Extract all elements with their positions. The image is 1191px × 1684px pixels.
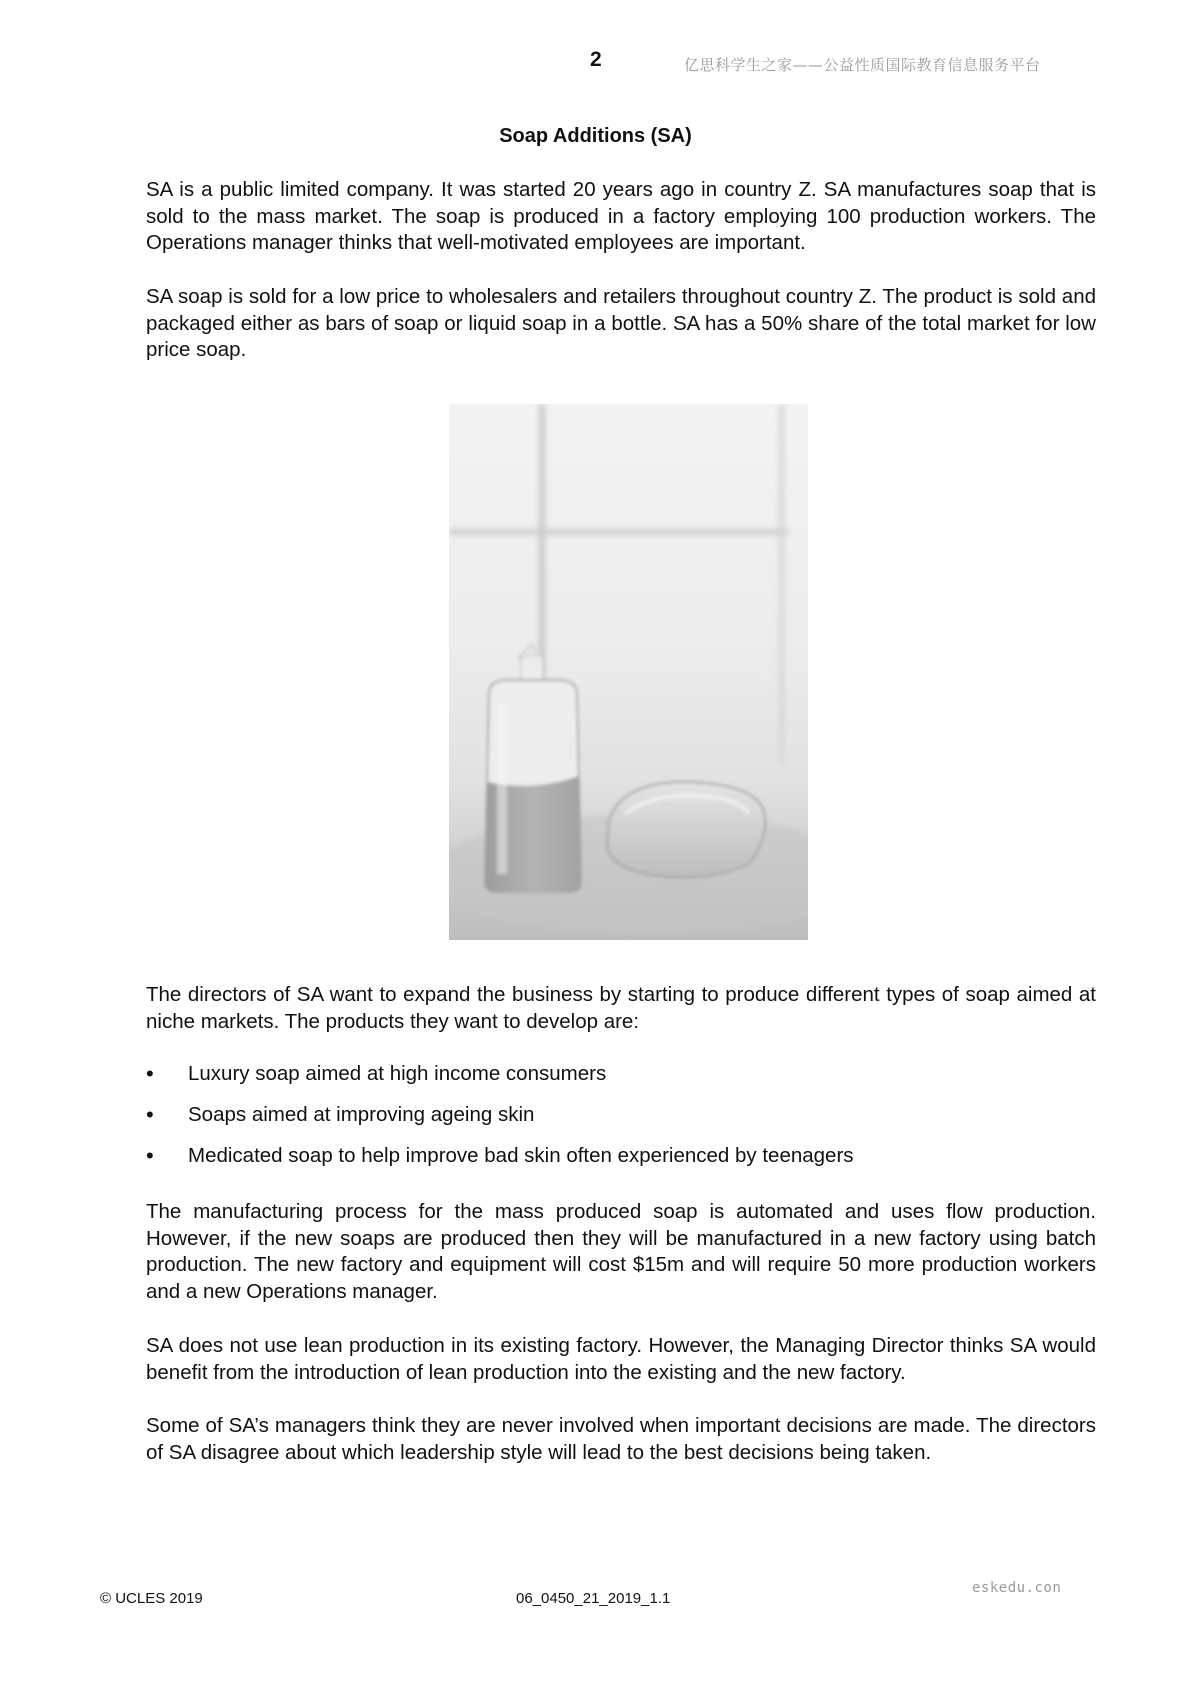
footer-document-code: 06_0450_21_2019_1.1: [516, 1590, 671, 1607]
page-number: 2: [590, 48, 602, 71]
list-item-text: Luxury soap aimed at high income consumers: [188, 1062, 607, 1085]
paragraph-market-share: SA soap is sold for a low price to wholesalers and retailers throughout country Z. The product is sold and packaged either as bars of soap or liquid soap in a bottle. SA has a 50% share of the total market for low price soap.: [146, 285, 1096, 362]
soap-bar: [607, 782, 765, 878]
soap-bottle: [485, 644, 581, 892]
soap-product-photo: [449, 404, 808, 940]
list-item: [146, 1102, 1096, 1143]
case-study-title: Soap Additions (SA): [499, 125, 692, 147]
paragraph-manufacturing: The manufacturing process for the mass produced soap is automated and uses flow production. However, if the new soaps are produced then they will be manufactured in a new factory using batch production. The new factory and equipment will cost $15m and will require 50 more production workers and a new Operations manager.: [146, 1200, 1096, 1304]
paragraph-lean-production: SA does not use lean production in its existing factory. However, the Managing Director thinks SA would benefit from the introduction of lean production into the existing and the new factory.: [146, 1334, 1096, 1384]
header-watermark: 亿思科学生之家——公益性质国际教育信息服务平台: [684, 56, 1041, 74]
product-list: [146, 1061, 1096, 1184]
paragraph-company-intro: SA is a public limited company. It was started 20 years ago in country Z. SA manufactures soap that is sold to the mass market. The soap is produced in a factory employing 100 production workers. The Operations manager thinks that well-motivated employees are important.: [146, 178, 1096, 255]
list-item: [146, 1143, 1096, 1184]
list-item-text: Medicated soap to help improve bad skin often experienced by teenagers: [188, 1144, 854, 1167]
paragraph-expansion-plans: The directors of SA want to expand the business by starting to produce different types of soap aimed at niche markets. The products they want to develop are:: [146, 983, 1096, 1033]
footer-copyright: © UCLES 2019: [100, 1590, 203, 1607]
bullet-marker: •: [146, 1102, 154, 1127]
list-item: [146, 1061, 1096, 1102]
bullet-marker: •: [146, 1061, 154, 1086]
footer-watermark: eskedu.con: [972, 1580, 1062, 1596]
list-item-text: Soaps aimed at improving ageing skin: [188, 1103, 535, 1126]
bullet-marker: •: [146, 1143, 154, 1168]
paragraph-leadership: Some of SA’s managers think they are never involved when important decisions are made. The directors of SA disagree about which leadership style will lead to the best decisions being taken.: [146, 1414, 1096, 1464]
